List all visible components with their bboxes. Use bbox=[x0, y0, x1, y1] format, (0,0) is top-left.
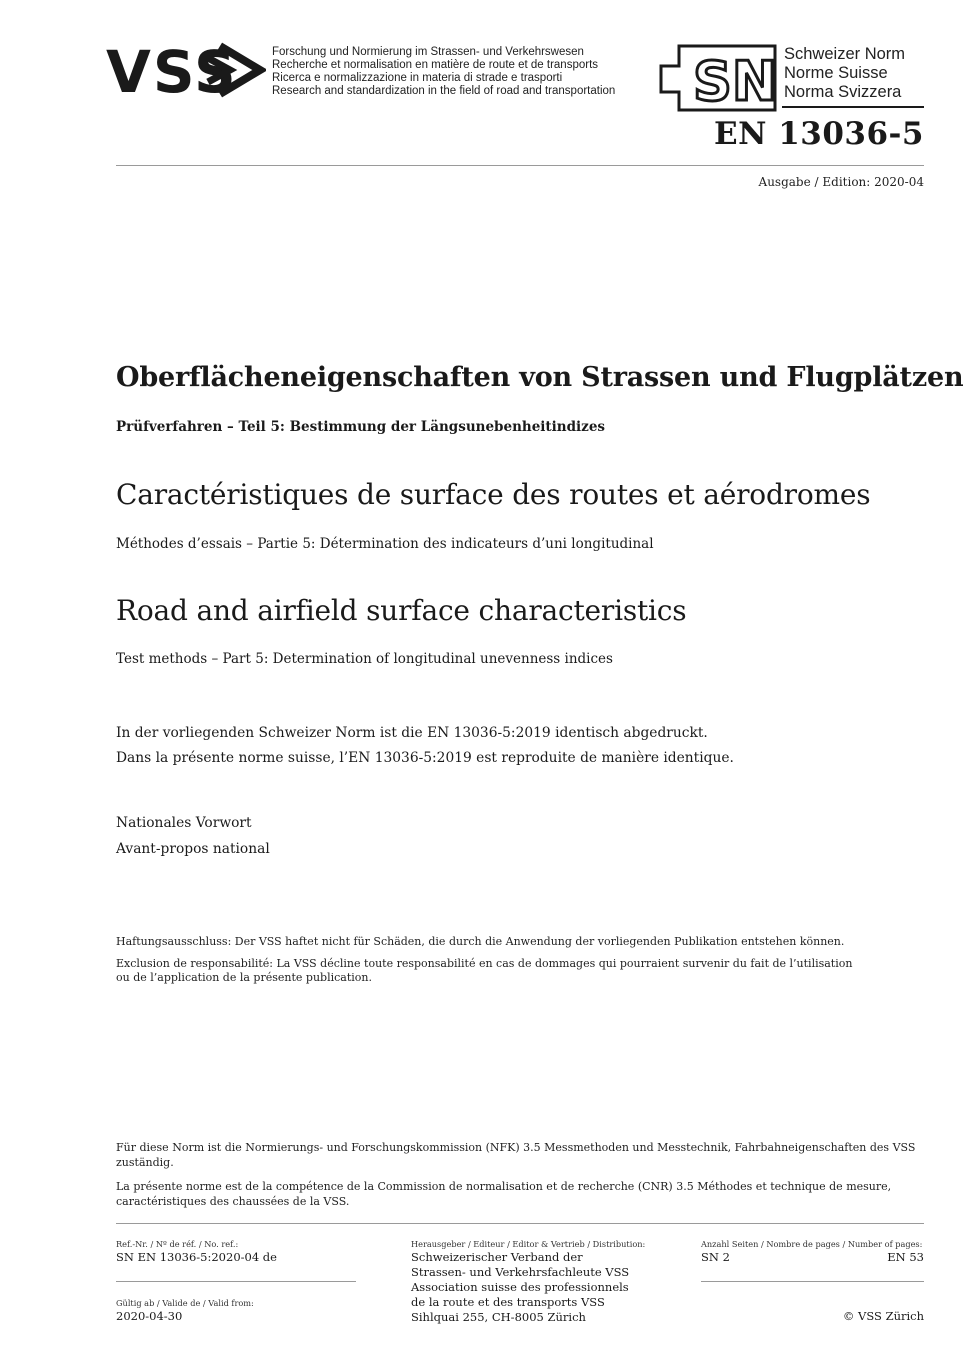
valid-value: 2020-04-30 bbox=[116, 1309, 183, 1323]
committee-german-line2: zuständig. bbox=[116, 1156, 174, 1169]
vss-tagline-it: Ricerca e normalizzazione in materia di strade e trasporti bbox=[272, 72, 563, 84]
publisher-line: de la route et des transports VSS bbox=[411, 1295, 605, 1309]
vss-tagline-en: Research and standardization in the field of road and transportation bbox=[272, 85, 616, 97]
ref-value: SN EN 13036-5:2020-04 de bbox=[116, 1250, 277, 1264]
national-foreword-german: Nationales Vorwort bbox=[116, 815, 252, 831]
title-french: Caractéristiques de surface des routes et aérodromes bbox=[116, 478, 871, 511]
doc-number: EN 13036-5 bbox=[713, 116, 924, 152]
committee-french-line1: La présente norme est de la compétence de la Commission de normalisation et de recherche (CNR) 3.5 Méthodes et technique de mesure, bbox=[116, 1180, 892, 1193]
pages-divider bbox=[701, 1281, 924, 1282]
title-german: Oberflächeneigenschaften von Strassen und Flugplätzen bbox=[116, 362, 964, 393]
vss-tagline-fr: Recherche et normalisation en matière de route et de transports bbox=[272, 59, 599, 71]
footer-divider bbox=[116, 1223, 924, 1224]
sn-logo bbox=[657, 44, 777, 112]
copyright: © VSS Zürich bbox=[842, 1309, 924, 1323]
identical-note-french: Dans la présente norme suisse, l’EN 13036-5:2019 est reproduite de manière identique. bbox=[116, 750, 734, 766]
sn-name-fr: Norme Suisse bbox=[784, 64, 888, 82]
subtitle-french: Méthodes d’essais – Partie 5: Détermination des indicateurs d’uni longitudinal bbox=[116, 536, 654, 552]
ref-label: Ref.-Nr. / Nº de réf. / No. ref.: bbox=[116, 1239, 239, 1249]
sn-name-de: Schweizer Norm bbox=[784, 45, 906, 63]
sn-logo-text: SN bbox=[693, 50, 777, 112]
pages-sn: SN 2 bbox=[701, 1250, 730, 1264]
pages-en: EN 53 bbox=[887, 1250, 924, 1264]
vss-logo-text: VSS bbox=[106, 40, 238, 100]
sn-name-underline bbox=[782, 106, 924, 108]
disclaimer-french-line1: Exclusion de responsabilité: La VSS décline toute responsabilité en cas de dommages qui pourraient survenir du fait de l’utilisation bbox=[116, 957, 853, 970]
ref-divider bbox=[116, 1281, 356, 1282]
pages-label: Anzahl Seiten / Nombre de pages / Number of pages: bbox=[701, 1239, 923, 1249]
subtitle-english: Test methods – Part 5: Determination of longitudinal unevenness indices bbox=[116, 651, 613, 667]
vss-logo bbox=[106, 40, 266, 100]
publisher-line: Association suisse des professionnels bbox=[411, 1280, 629, 1294]
edition-date: Ausgabe / Edition: 2020-04 bbox=[758, 175, 924, 189]
header-divider bbox=[116, 165, 924, 166]
publisher-address: Sihlquai 255, CH-8005 Zürich bbox=[411, 1310, 586, 1324]
disclaimer-french-line2: ou de l’application de la présente publication. bbox=[116, 971, 372, 984]
disclaimer-german: Haftungsausschluss: Der VSS haftet nicht für Schäden, die durch die Anwendung der vorliegenden Publikation entstehen können. bbox=[116, 935, 845, 948]
publisher-line: Schweizerischer Verband der bbox=[411, 1250, 583, 1264]
title-english: Road and airfield surface characteristics bbox=[116, 594, 687, 627]
committee-german-line1: Für diese Norm ist die Normierungs- und Forschungskommission (NFK) 3.5 Messmethoden und Messtechnik, Fahrbahneigenschaften des VSS bbox=[116, 1141, 916, 1154]
vss-tagline-de: Forschung und Normierung im Strassen- und Verkehrswesen bbox=[272, 46, 584, 58]
identical-note-german: In der vorliegenden Schweizer Norm ist die EN 13036-5:2019 identisch abgedruckt. bbox=[116, 725, 708, 741]
valid-label: Gültig ab / Valide de / Valid from: bbox=[116, 1298, 254, 1308]
committee-french-line2: caractéristiques des chaussées de la VSS. bbox=[116, 1195, 350, 1208]
publisher-line: Strassen- und Verkehrsfachleute VSS bbox=[411, 1265, 630, 1279]
national-foreword-french: Avant-propos national bbox=[116, 841, 270, 857]
publisher-label: Herausgeber / Editeur / Editor & Vertrieb / Distribution: bbox=[411, 1239, 646, 1249]
sn-name-it: Norma Svizzera bbox=[784, 83, 902, 101]
subtitle-german: Prüfverfahren – Teil 5: Bestimmung der Längsunebenheitindizes bbox=[116, 419, 606, 435]
